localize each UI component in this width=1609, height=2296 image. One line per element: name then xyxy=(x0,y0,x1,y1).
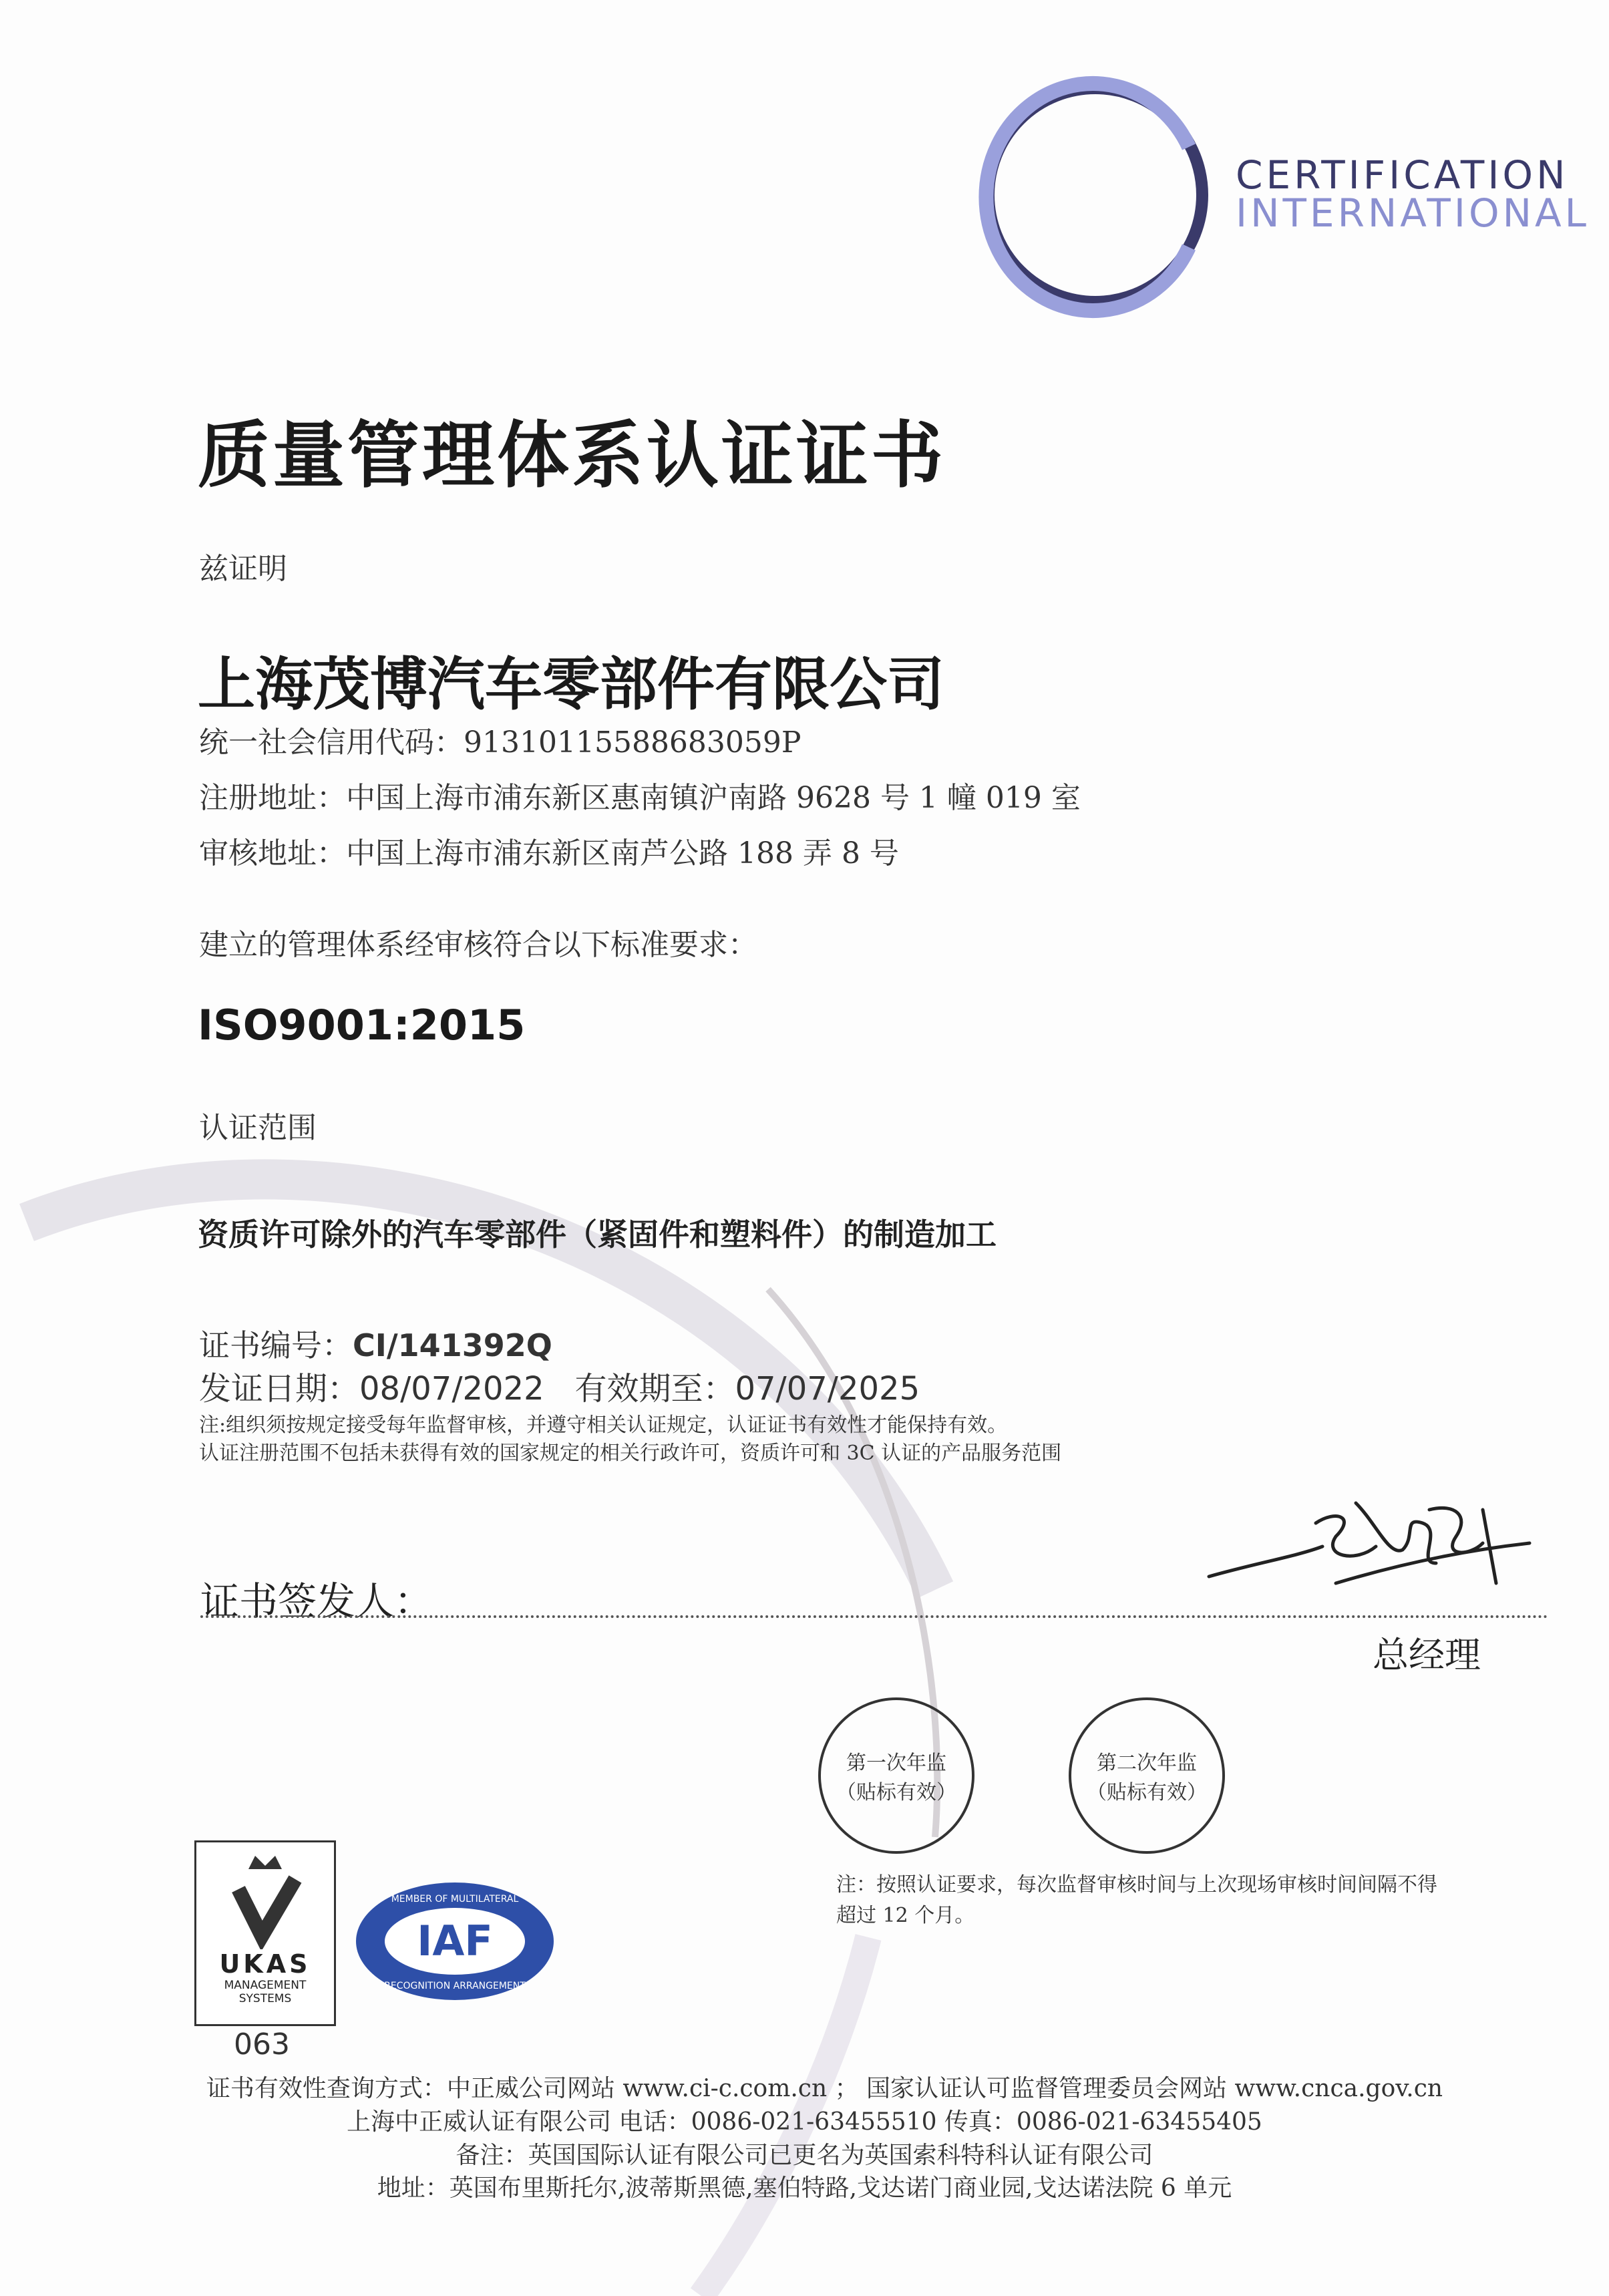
surveillance-1-line2: （贴标有效） xyxy=(836,1781,956,1804)
crown-tick-icon xyxy=(228,1849,302,1949)
surveillance-2-line2: （贴标有效） xyxy=(1087,1781,1207,1804)
handwritten-signature xyxy=(1202,1483,1536,1603)
issue-date-label: 发证日期： xyxy=(199,1370,360,1408)
surveillance-stamp-1 xyxy=(818,1697,974,1854)
iaf-name: IAF xyxy=(417,1917,493,1965)
footer-contact: 上海中正威认证有限公司 电话：0086-021-63455510 传真：0086-021-63455405 xyxy=(347,2108,1262,2136)
audit-address-value: 中国上海市浦东新区南芦公路 188 弄 8 号 xyxy=(346,836,899,870)
surveillance-note-1: 注：按照认证要求，每次监督审核时间与上次现场审核时间间隔不得 xyxy=(836,1873,1437,1897)
iaf-ring-top: MEMBER OF MULTILATERAL xyxy=(391,1894,519,1905)
audit-address xyxy=(199,829,899,872)
note-line-2: 认证注册范围不包括未获得有效的国家规定的相关行政许可，资质许可和 3C 认证的产品服务范围 xyxy=(199,1442,1062,1465)
logo-text-international: INTERNATIONAL xyxy=(1236,190,1590,236)
validity-dates xyxy=(199,1363,920,1409)
issue-date-value: 08/07/2022 xyxy=(359,1370,544,1408)
ukas-sub2: SYSTEMS xyxy=(238,1992,292,2005)
cert-number xyxy=(199,1321,552,1365)
surveillance-2-line1: 第二次年监 xyxy=(1097,1752,1197,1775)
credit-code-value: 91310115588683059P xyxy=(464,725,801,760)
credit-code xyxy=(199,718,801,761)
ukas-number: 063 xyxy=(234,2027,290,2062)
signature-line xyxy=(200,1615,1548,1618)
company-name: 上海茂博汽车零部件有限公司 xyxy=(198,651,944,718)
scope-label: 认证范围 xyxy=(199,1111,317,1145)
expiry-date-value: 07/07/2025 xyxy=(735,1370,920,1408)
surveillance-note-2: 超过 12 个月。 xyxy=(836,1904,975,1927)
note-line-1: 注:组织须按规定接受每年监督审核，并遵守相关认证规定，认证证书有效性才能保持有效。 xyxy=(199,1414,1008,1437)
iaf-logo xyxy=(354,1880,556,2002)
certification-international-logo xyxy=(968,67,1236,327)
ukas-name: UKAS xyxy=(219,1949,311,1979)
iaf-ring-bottom: RECOGNITION ARRANGEMENT xyxy=(384,1981,526,1991)
standard: ISO9001:2015 xyxy=(198,1001,526,1049)
footer-verification: 证书有效性查询方式：中正威公司网站 www.ci-c.com.cn ； 国家认证认可监督管理委员会网站 www.cnca.gov.cn xyxy=(206,2075,1443,2102)
footer-remark: 备注：英国国际认证有限公司已更名为英国索科特科认证有限公司 xyxy=(456,2142,1153,2169)
credit-code-label: 统一社会信用代码： xyxy=(199,725,464,760)
cert-number-value: CI/141392Q xyxy=(353,1327,552,1363)
expiry-date-label: 有效期至： xyxy=(574,1370,735,1408)
scope: 资质许可除外的汽车零部件（紧固件和塑料件）的制造加工 xyxy=(198,1216,997,1253)
surveillance-stamp-2 xyxy=(1069,1697,1225,1854)
registered-address-label: 注册地址： xyxy=(199,781,346,815)
ukas-sub1: MANAGEMENT xyxy=(224,1979,307,1992)
surveillance-1-line1: 第一次年监 xyxy=(846,1752,946,1775)
registered-address-value: 中国上海市浦东新区惠南镇沪南路 9628 号 1 幢 019 室 xyxy=(346,781,1081,815)
audit-address-label: 审核地址： xyxy=(199,836,346,870)
logo-text-certification: CERTIFICATION xyxy=(1236,152,1569,198)
cert-number-label: 证书编号： xyxy=(199,1327,353,1363)
standard-intro: 建立的管理体系经审核符合以下标准要求： xyxy=(199,928,757,962)
certify-text: 兹证明 xyxy=(199,552,287,586)
footer-address: 地址：英国布里斯托尔,波蒂斯黑德,塞伯特路,戈达诺门商业园,戈达诺法院 6 单元 xyxy=(377,2174,1232,2202)
page-title: 质量管理体系认证证书 xyxy=(198,414,946,498)
registered-address xyxy=(199,774,1081,816)
signatory-title: 总经理 xyxy=(1373,1634,1481,1676)
signatory-label: 证书签发人： xyxy=(200,1579,433,1624)
ukas-logo xyxy=(194,1840,336,2026)
